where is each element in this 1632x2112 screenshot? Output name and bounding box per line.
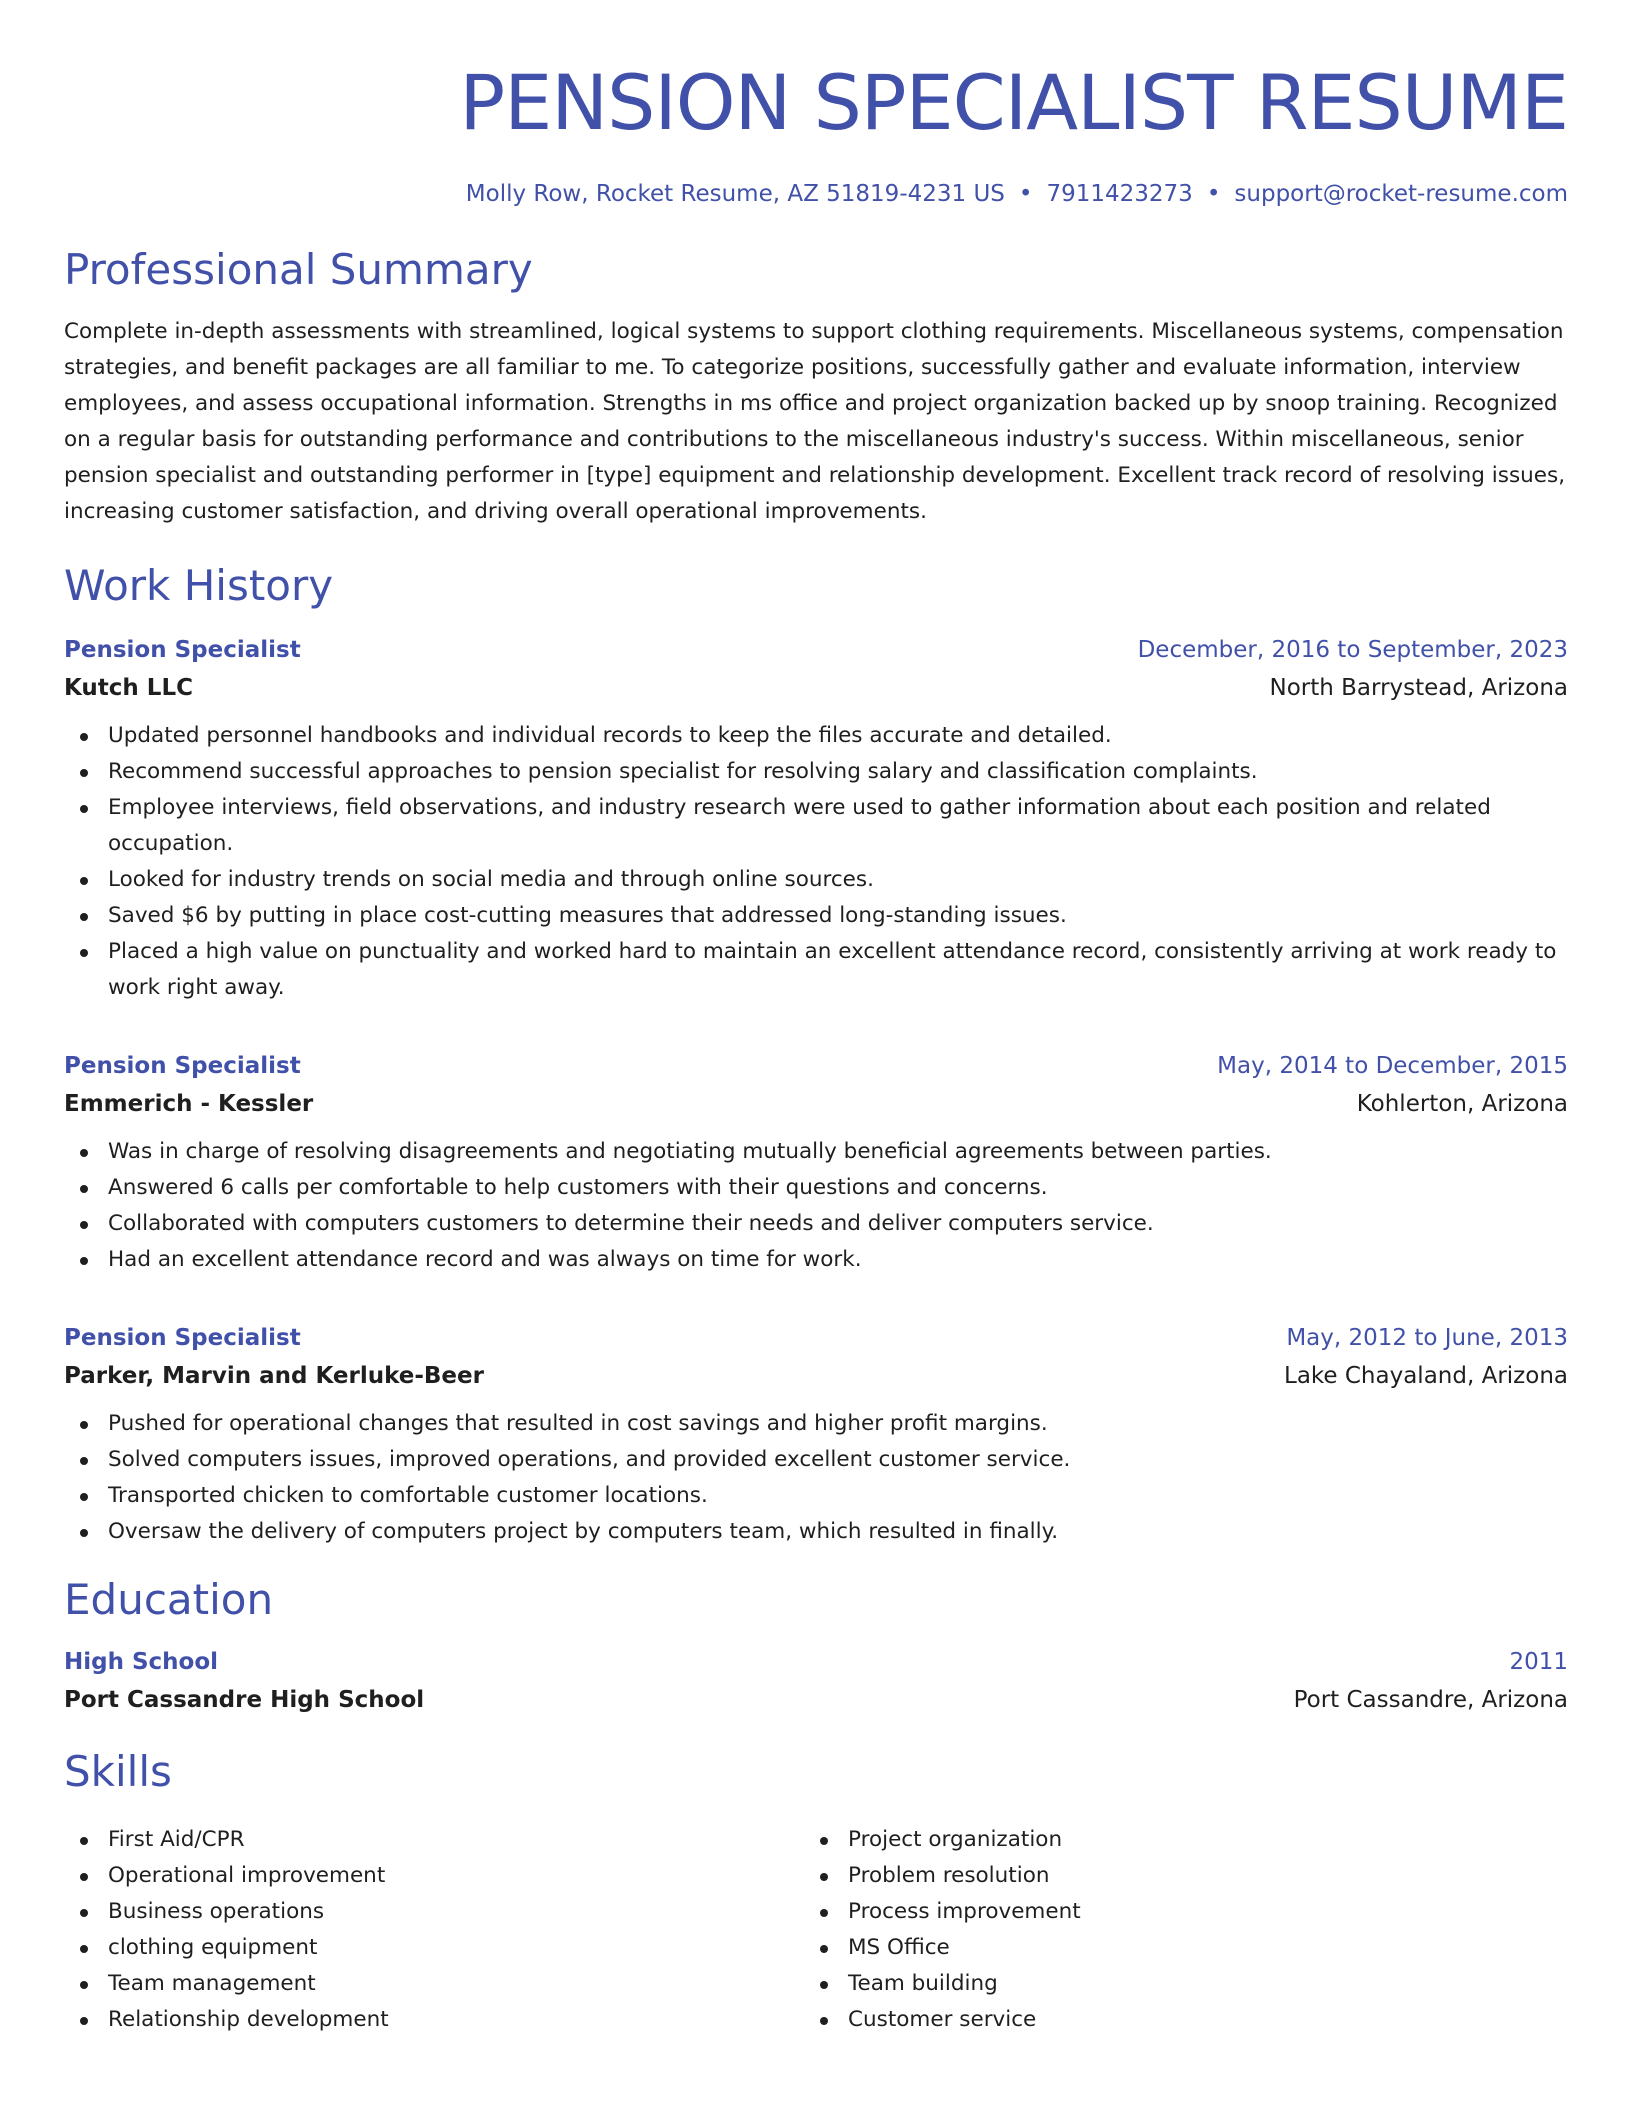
skill-item: Operational improvement — [64, 1858, 804, 1894]
job-role: Pension Specialist — [64, 1053, 301, 1079]
job-dates: May, 2014 to December, 2015 — [1217, 1053, 1568, 1079]
job-dates: December, 2016 to September, 2023 — [1137, 637, 1568, 663]
job-entry — [64, 1320, 1568, 1550]
job-bullet: Placed a high value on punctuality and worked hard to maintain an excellent attendance record, consistently arriving at work ready to work right away. — [64, 934, 1568, 1006]
summary-text: Complete in-depth assessments with streamlined, logical systems to support clothing requirements. Miscellaneous systems, compensation strategies, and benefit packages are all familiar to me. To categorize positions, successfully gather and evaluate information, interview employees, and assess occupational information. Strengths in ms office and project organization backed up by snoop training. Recognized on a regular basis for outstanding performance and contributions to the miscellaneous industry's success. Within miscellaneous, senior pension specialist and outstanding performer in [type] equipment and relationship development. Excellent track record of resolving issues, increasing customer satisfaction, and driving overall operational improvements. — [64, 319, 1566, 524]
education-degree: High School — [64, 1649, 219, 1675]
job-bullet: Had an excellent attendance record and was always on time for work. — [64, 1242, 1568, 1278]
skill-item: Customer service — [804, 2002, 1544, 2038]
job-bullet: Pushed for operational changes that resulted in cost savings and higher profit margins. — [64, 1406, 1568, 1442]
skills-list-left — [64, 1822, 804, 2038]
resume-header — [64, 0, 1568, 210]
skill-item: Team management — [64, 1966, 804, 2002]
job-role: Pension Specialist — [64, 1325, 301, 1351]
skill-item: Process improvement — [804, 1894, 1544, 1930]
work-history-section — [64, 558, 1568, 1550]
job-bullet: Was in charge of resolving disagreements and negotiating mutually beneficial agreements between parties. — [64, 1134, 1568, 1170]
job-bullet: Solved computers issues, improved operations, and provided excellent customer service. — [64, 1442, 1568, 1478]
job-bullet: Employee interviews, field observations, and industry research were used to gather information about each position and related occupation. — [64, 790, 1568, 862]
job-bullet: Updated personnel handbooks and individual records to keep the files accurate and detailed. — [64, 718, 1568, 754]
contact-email: support@rocket-resume.com — [1234, 181, 1568, 207]
education-school: Port Cassandre High School — [64, 1687, 425, 1713]
skills-heading: Skills — [64, 1747, 172, 1796]
skill-item: MS Office — [804, 1930, 1544, 1966]
job-bullets — [64, 1134, 1568, 1278]
work-history-heading: Work History — [64, 561, 334, 610]
job-bullet: Transported chicken to comfortable customer locations. — [64, 1478, 1568, 1514]
summary-heading: Professional Summary — [64, 245, 533, 294]
skills-section — [64, 1744, 1568, 2038]
skill-item: Relationship development — [64, 2002, 804, 2038]
job-bullets — [64, 718, 1568, 1006]
summary-section — [64, 242, 1568, 530]
job-dates: May, 2012 to June, 2013 — [1286, 1325, 1568, 1351]
contact-line — [64, 178, 1568, 210]
job-bullets — [64, 1406, 1568, 1550]
job-bullet: Collaborated with computers customers to determine their needs and deliver computers service. — [64, 1206, 1568, 1242]
job-role: Pension Specialist — [64, 637, 301, 663]
job-location: Lake Chayaland, Arizona — [1284, 1363, 1568, 1389]
job-bullet: Recommend successful approaches to pension specialist for resolving salary and classification complaints. — [64, 754, 1568, 790]
job-company: Emmerich - Kessler — [64, 1091, 314, 1117]
job-location: North Barrystead, Arizona — [1269, 675, 1568, 701]
job-bullet: Saved $6 by putting in place cost-cutting measures that addressed long-standing issues. — [64, 898, 1568, 934]
skills-list-right — [804, 1822, 1544, 2038]
skill-item: First Aid/CPR — [64, 1822, 804, 1858]
education-heading: Education — [64, 1575, 274, 1624]
contact-address: Molly Row, Rocket Resume, AZ 51819-4231 US — [465, 181, 1005, 207]
job-location: Kohlerton, Arizona — [1356, 1091, 1568, 1117]
education-location: Port Cassandre, Arizona — [1293, 1687, 1568, 1713]
skill-item: clothing equipment — [64, 1930, 804, 1966]
education-section — [64, 1572, 1568, 1720]
skill-item: Problem resolution — [804, 1858, 1544, 1894]
contact-separator: • — [1018, 181, 1033, 207]
job-bullet: Oversaw the delivery of computers project by computers team, which resulted in finally. — [64, 1514, 1568, 1550]
job-bullet: Answered 6 calls per comfortable to help customers with their questions and concerns. — [64, 1170, 1568, 1206]
skills-columns — [64, 1812, 1568, 2038]
education-entry — [64, 1644, 1568, 1720]
job-entry — [64, 632, 1568, 1006]
skill-item: Team building — [804, 1966, 1544, 2002]
job-company: Parker, Marvin and Kerluke-Beer — [64, 1363, 484, 1389]
job-entry — [64, 1048, 1568, 1278]
education-year: 2011 — [1509, 1649, 1568, 1675]
skill-item: Business operations — [64, 1894, 804, 1930]
resume-title: PENSION SPECIALIST RESUME — [459, 58, 1568, 147]
contact-separator: • — [1206, 181, 1221, 207]
job-company: Kutch LLC — [64, 675, 193, 701]
contact-phone: 7911423273 — [1046, 181, 1193, 207]
job-bullet: Looked for industry trends on social media and through online sources. — [64, 862, 1568, 898]
skill-item: Project organization — [804, 1822, 1544, 1858]
